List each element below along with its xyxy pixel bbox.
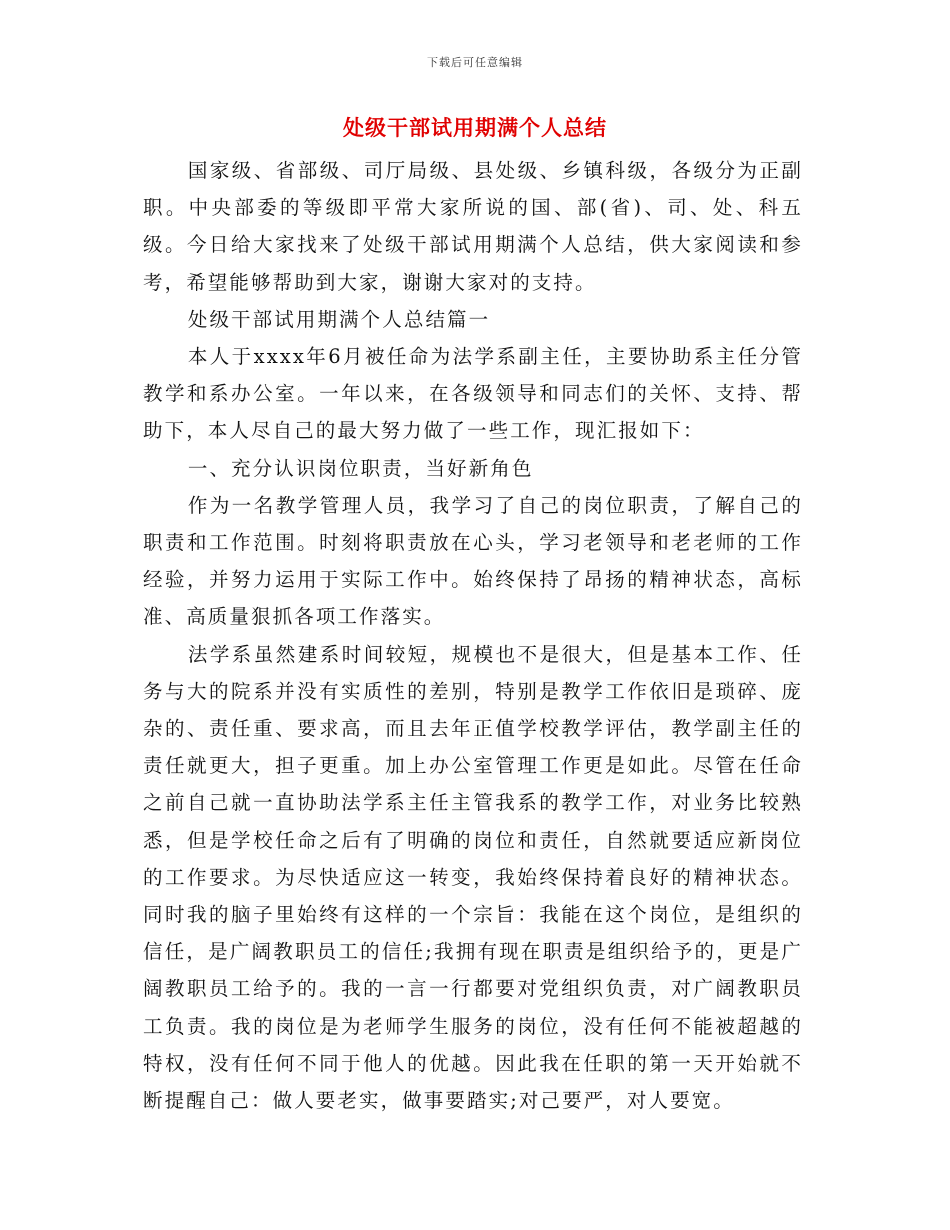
- paragraph-subheading: 一、充分认识岗位职责，当好新角色: [187, 456, 534, 480]
- paragraph-section-heading: 处级干部试用期满个人总结篇一: [187, 307, 491, 331]
- header-note: 下载后可任意编辑: [427, 56, 523, 69]
- paragraph: 作为一名教学管理人员，我学习了自己的岗位职责，了解自己的职责和工作范围。时刻将职责放在心头，学习老领导和老老师的工作经验，并努力运用于实际工作中。始终保持了昂扬的精神状态，高标准、高质量狠抓各项工作落实。: [143, 493, 803, 629]
- paragraph: 本人于xxxx年6月被任命为法学系副主任，主要协助系主任分管教学和系办公室。一年以来，在各级领导和同志们的关怀、支持、帮助下，本人尽自己的最大努力做了一些工作，现汇报如下：: [143, 345, 803, 443]
- paragraph: 法学系虽然建系时间较短，规模也不是很大，但是基本工作、任务与大的院系并没有实质性的差别，特别是教学工作依旧是琐碎、庞杂的、责任重、要求高，而且去年正值学校教学评估，教学副主任的责任就更大，担子更重。加上办公室管理工作更是如此。尽管在任命之前自己就一直协助法学系主任主管我系的教学工作，对业务比较熟悉，但是学校任命之后有了明确的岗位和责任，自然就要适应新岗位的工作要求。为尽快适应这一转变，我始终保持着良好的精神状态。同时我的脑子里始终有这样的一个宗旨：我能在这个岗位，是组织的信任，是广阔教职员工的信任;我拥有现在职责是组织给予的，更是广阔教职员工给予的。我的一言一行都要对党组织负责，对广阔教职员工负责。我的岗位是为老师学生服务的岗位，没有任何不能被超越的特权，没有任何不同于他人的优越。因此我在任职的第一天开始就不断提醒自己：做人要老实，做事要踏实;对己要严，对人要宽。: [143, 642, 803, 1113]
- document-title: 处级干部试用期满个人总结: [343, 115, 607, 140]
- document-body: [143, 152, 803, 1119]
- paragraph-intro: 国家级、省部级、司厅局级、县处级、乡镇科级，各级分为正副职。中央部委的等级即平常大家所说的国、部(省)、司、处、科五级。今日给大家找来了处级干部试用期满个人总结，供大家阅读和参考，希望能够帮助到大家，谢谢大家对的支持。: [143, 159, 803, 294]
